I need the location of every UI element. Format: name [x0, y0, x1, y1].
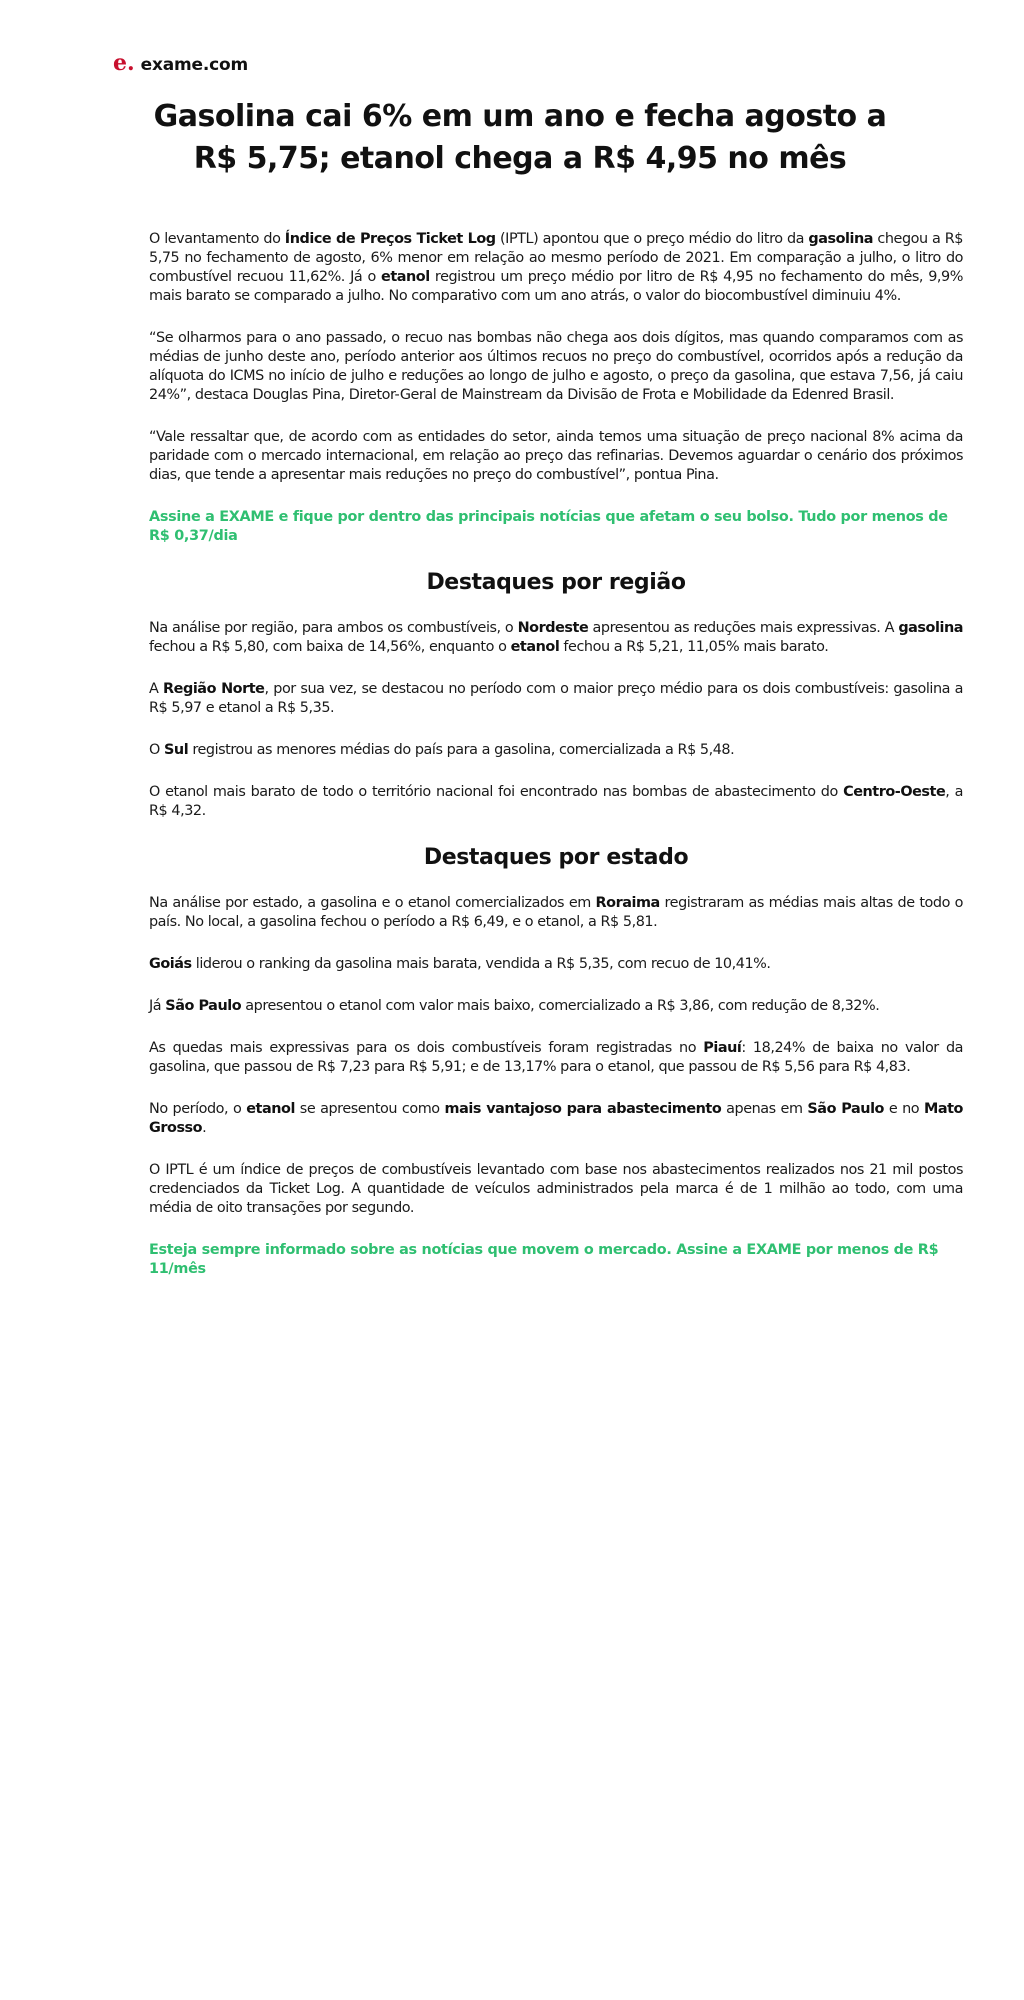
bold-text: Região Norte — [163, 681, 265, 697]
bold-text: Mato Grosso — [149, 1101, 963, 1136]
text: apresentou o etanol com valor mais baixo, comercializado a R$ 3,86, com redução de 8,32%. — [241, 998, 880, 1014]
bold-text: etanol — [510, 639, 560, 655]
text: registraram as médias mais altas de todo o país. No local, a gasolina fechou o período a R$ 6,49, e o etanol, a R$ 5,81. — [149, 895, 964, 930]
text: O etanol mais barato de todo o território nacional foi encontrado nas bombas de abastecimento do — [149, 784, 844, 800]
text: apresentou as reduções mais expressivas. A — [588, 620, 899, 636]
bold-text: mais vantajoso para abastecimento — [444, 1101, 722, 1117]
bold-text: etanol — [381, 269, 430, 285]
paragraph-vantajoso — [149, 1100, 963, 1138]
site-logo[interactable] — [113, 52, 248, 75]
text: O levantamento do — [149, 231, 285, 247]
text: (IPTL) apontou que o preço médio do litro da — [495, 231, 809, 247]
subscribe-cta-link-2[interactable]: Esteja sempre informado sobre as notícias que movem o mercado. Assine a EXAME por menos de R$ 11/mês — [149, 1242, 939, 1277]
text: As quedas mais expressivas para os dois combustíveis foram registradas no — [149, 1040, 704, 1056]
bold-text: Sul — [164, 742, 189, 758]
paragraph-nordeste — [149, 619, 963, 657]
paragraph-quote-1: “Se olharmos para o ano passado, o recuo nas bombas não chega aos dois dígitos, mas quando comparamos com as médias de junho deste ano, período anterior aos últimos recuos no preço do combustível, ocorridos após a redução da alíquota do ICMS no início de julho e reduções ao longo de julho e agosto, o preço da gasolina, que estava 7,56, já caiu 24%”, destaca Douglas Pina, Diretor-Geral de Mainstream da Divisão de Frota e Mobilidade da Edenred Brasil. — [149, 330, 963, 403]
paragraph-norte — [149, 680, 963, 718]
bold-text: gasolina — [898, 620, 963, 636]
text: se apresentou como — [294, 1101, 445, 1117]
text: Já — [149, 998, 166, 1014]
bold-text: Piauí — [703, 1040, 742, 1056]
bold-text: gasolina — [808, 231, 874, 247]
text: chegou a R$ 5,75 no fechamento de agosto, 6% menor em relação ao mesmo período de 2021. Em comparação a julho, o litro do combustível recuou 11,62%. Já o — [149, 231, 963, 285]
site-name: exame.com — [140, 55, 248, 75]
text: fechou a R$ 5,21, 11,05% mais barato. — [559, 639, 829, 655]
text: , por sua vez, se destacou no período com o maior preço médio para os dois combustíveis: gasolina a R$ 5,97 e etanol a R$ 5,35. — [149, 681, 963, 716]
paragraph-iptl: O IPTL é um índice de preços de combustíveis levantado com base nos abastecimentos realizados nos 21 mil postos credenciados da Ticket Log. A quantidade de veículos administrados pela marca é de 1 milhão ao todo, com uma média de oito transações por segundo. — [149, 1162, 963, 1216]
section-heading-estado: Destaques por estado — [423, 845, 689, 870]
bold-text: São Paulo — [807, 1101, 884, 1117]
bold-text: São Paulo — [165, 998, 242, 1014]
article-body — [149, 230, 963, 1302]
text: . — [202, 1120, 207, 1136]
paragraph-sul — [149, 741, 963, 760]
text: fechou a R$ 5,80, com baixa de 14,56%, enquanto o — [149, 639, 511, 655]
text: e no — [883, 1101, 924, 1117]
text: No período, o — [149, 1101, 247, 1117]
text: A — [149, 681, 164, 697]
text: Na análise por região, para ambos os combustíveis, o — [149, 620, 518, 636]
bold-text: Centro-Oeste — [843, 784, 946, 800]
section-heading-regiao: Destaques por região — [426, 570, 686, 595]
paragraph-goias — [149, 955, 963, 974]
bold-text: Índice de Preços Ticket Log — [284, 231, 496, 247]
paragraph-centro-oeste — [149, 783, 963, 821]
text: liderou o ranking da gasolina mais barata, vendida a R$ 5,35, com recuo de 10,41%. — [191, 956, 771, 972]
article-title: Gasolina cai 6% em um ano e fecha agosto a R$ 5,75; etanol chega a R$ 4,95 no mês — [153, 99, 887, 176]
bold-text: Goiás — [149, 956, 192, 972]
paragraph-roraima — [149, 894, 963, 932]
paragraph-sao-paulo — [149, 997, 963, 1016]
bold-text: Nordeste — [517, 620, 589, 636]
text: registrou as menores médias do país para a gasolina, comercializada a R$ 5,48. — [188, 742, 735, 758]
exame-logo-icon: e. — [113, 50, 135, 76]
paragraph-intro — [149, 230, 963, 306]
text: : 18,24% de baixa no valor da gasolina, que passou de R$ 7,23 para R$ 5,91; e de 13,17% para o etanol, que passou de R$ 5,56 para R$ 4,83. — [149, 1040, 963, 1075]
text: apenas em — [721, 1101, 808, 1117]
paragraph-quote-2: “Vale ressaltar que, de acordo com as entidades do setor, ainda temos uma situação de preço nacional 8% acima da paridade com o mercado internacional, em relação ao preço das refinarias. Devemos aguardar o cenário dos próximos dias, que tende a apresentar mais reduções no preço do combustível”, pontua Pina. — [149, 429, 963, 483]
bold-text: Roraima — [595, 895, 660, 911]
paragraph-piaui — [149, 1039, 963, 1077]
bold-text: etanol — [246, 1101, 295, 1117]
text: Na análise por estado, a gasolina e o etanol comercializados em — [149, 895, 596, 911]
text: , a R$ 4,32. — [149, 784, 963, 819]
text: O — [149, 742, 165, 758]
text: registrou um preço médio por litro de R$ 4,95 no fechamento do mês, 9,9% mais barato se comparado a julho. No comparativo com um ano atrás, o valor do biocombustível diminuiu 4%. — [149, 269, 963, 304]
subscribe-cta-link[interactable]: Assine a EXAME e fique por dentro das principais notícias que afetam o seu bolso. Tudo por menos de R$ 0,37/dia — [149, 509, 948, 544]
